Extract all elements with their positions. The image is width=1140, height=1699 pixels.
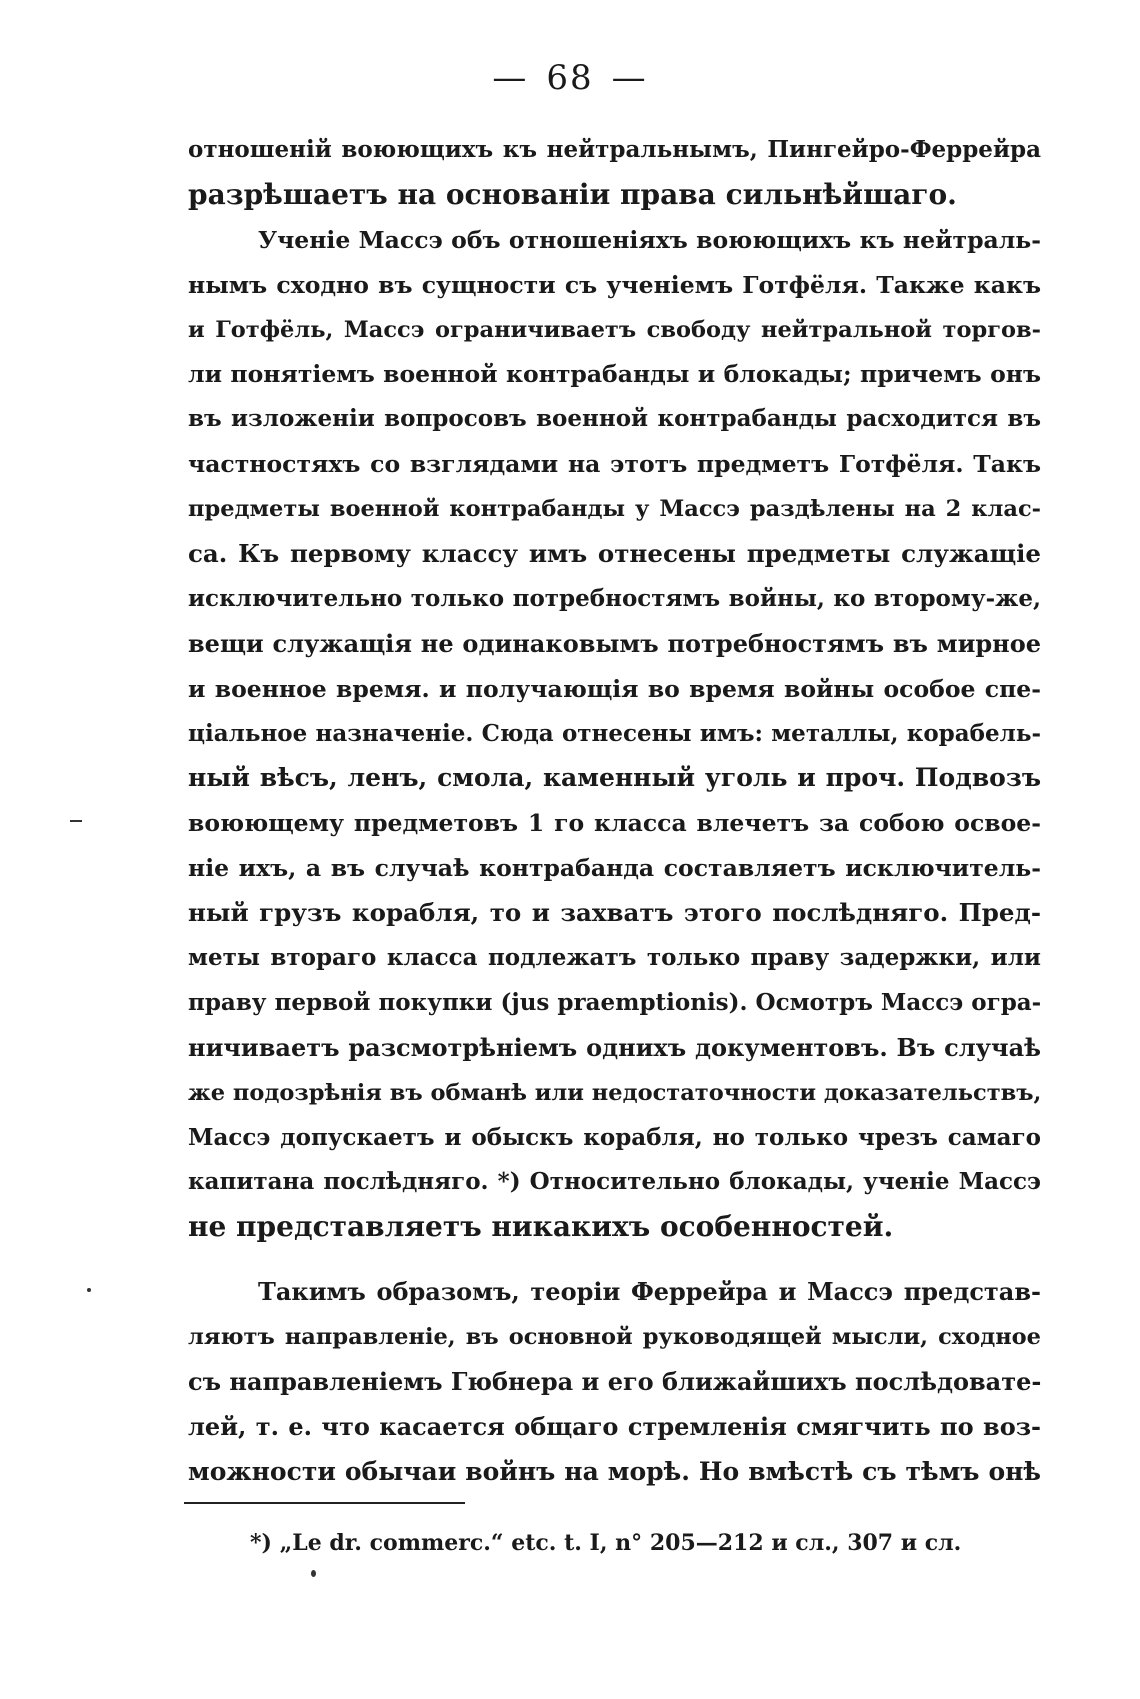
text-line: капитана послѣдняго. *) Относительно блокады, ученiе Массэ — [188, 1168, 1041, 1196]
text-line: разрѣшаетъ на основанiи права сильнѣйшаго. — [188, 177, 957, 211]
paper-speck — [311, 1570, 316, 1577]
text-line: ляютъ направленiе, въ основной руководящей мысли, сходное — [188, 1324, 1041, 1351]
text-line: Ученiе Массэ объ отношенiяхъ воюющихъ къ нейтраль- — [258, 225, 1041, 254]
text-line: въ изложенiи вопросовъ военной контрабанды расходится въ — [188, 405, 1041, 433]
paragraph-gap — [188, 1250, 1041, 1270]
text-line: Такимъ образомъ, теорiи Феррейра и Массэ представ- — [258, 1277, 1041, 1307]
text-line: ничиваетъ разсмотрѣнiемъ однихъ документовъ. Въ случаѣ — [188, 1032, 1041, 1062]
text-line: исключительно только потребностямъ войны, ко второму-же, — [188, 584, 1041, 612]
footnote: *) „Le dr. commerc.“ etc. t. I, n° 205—212 и сл., 307 и сл. — [250, 1530, 962, 1556]
text-line: и Готфёль, Массэ ограничиваетъ свободу нейтральной торгов- — [188, 316, 1041, 343]
text-line: не представляетъ никакихъ особенностей. — [188, 1210, 894, 1244]
page-number-value: 68 — [546, 58, 594, 98]
text-line: можности обычаи войнъ на морѣ. Но вмѣстѣ съ тѣмъ онѣ — [188, 1456, 1041, 1486]
text-line: Массэ допускаетъ и обыскъ корабля, но только чрезъ самаго — [188, 1123, 1041, 1151]
text-line: воюющему предметовъ 1 го класса влечетъ за собою освое- — [188, 809, 1041, 838]
paper-mark — [70, 820, 82, 822]
text-line: цiальное назначенiе. Сюда отнесены имъ: металлы, корабель- — [188, 719, 1041, 747]
text-line: меты втораго класса подлежатъ только праву задержки, или — [188, 944, 1041, 972]
text-line: вещи служащiя не одинаковымъ потребностямъ въ мирное — [188, 628, 1041, 658]
text-line: ли понятiемъ военной контрабанды и блокады; причемъ онъ — [188, 360, 1041, 389]
page-number — [0, 58, 1140, 98]
dash-right: — — [611, 58, 648, 98]
text-line: лей, т. е. что касается общаго стремленiя смягчить по воз- — [188, 1411, 1041, 1441]
dash-left: — — [492, 58, 529, 98]
text-line: же подозрѣнiя въ обманѣ или недостаточности доказательствъ, — [188, 1079, 1042, 1106]
text-line: съ направленiемъ Гюбнера и его ближайшихъ послѣдовате- — [188, 1367, 1042, 1397]
text-line: праву первой покупки (jus praemptionis). Осмотръ Массэ огра- — [188, 988, 1042, 1016]
text-line: са. Къ первому классу имъ отнесены предметы служащiе — [188, 539, 1041, 569]
paper-speck — [87, 1288, 91, 1292]
text-line: частностяхъ со взглядами на этотъ предметъ Готфёля. Такъ — [188, 450, 1041, 479]
text-line: ный грузъ корабля, то и захватъ этого послѣдняго. Пред- — [188, 898, 1041, 928]
text-line: предметы военной контрабанды у Массэ раздѣлены на 2 клас- — [188, 496, 1041, 523]
text-line: и военное время. и получающiя во время войны особое спе- — [188, 674, 1041, 703]
footnote-divider — [184, 1502, 465, 1504]
text-line: нiе ихъ, а въ случаѣ контрабанда составляетъ исключитель- — [188, 854, 1041, 883]
text-line: отношенiй воюющихъ къ нейтральнымъ, Пингейро-Феррейра — [188, 136, 1041, 163]
body-text — [188, 128, 1041, 1495]
text-line: ный вѣсъ, ленъ, смола, каменный уголь и проч. Подвозъ — [188, 763, 1041, 793]
text-line: нымъ сходно въ сущности съ ученiемъ Готфёля. Также какъ — [188, 270, 1041, 299]
